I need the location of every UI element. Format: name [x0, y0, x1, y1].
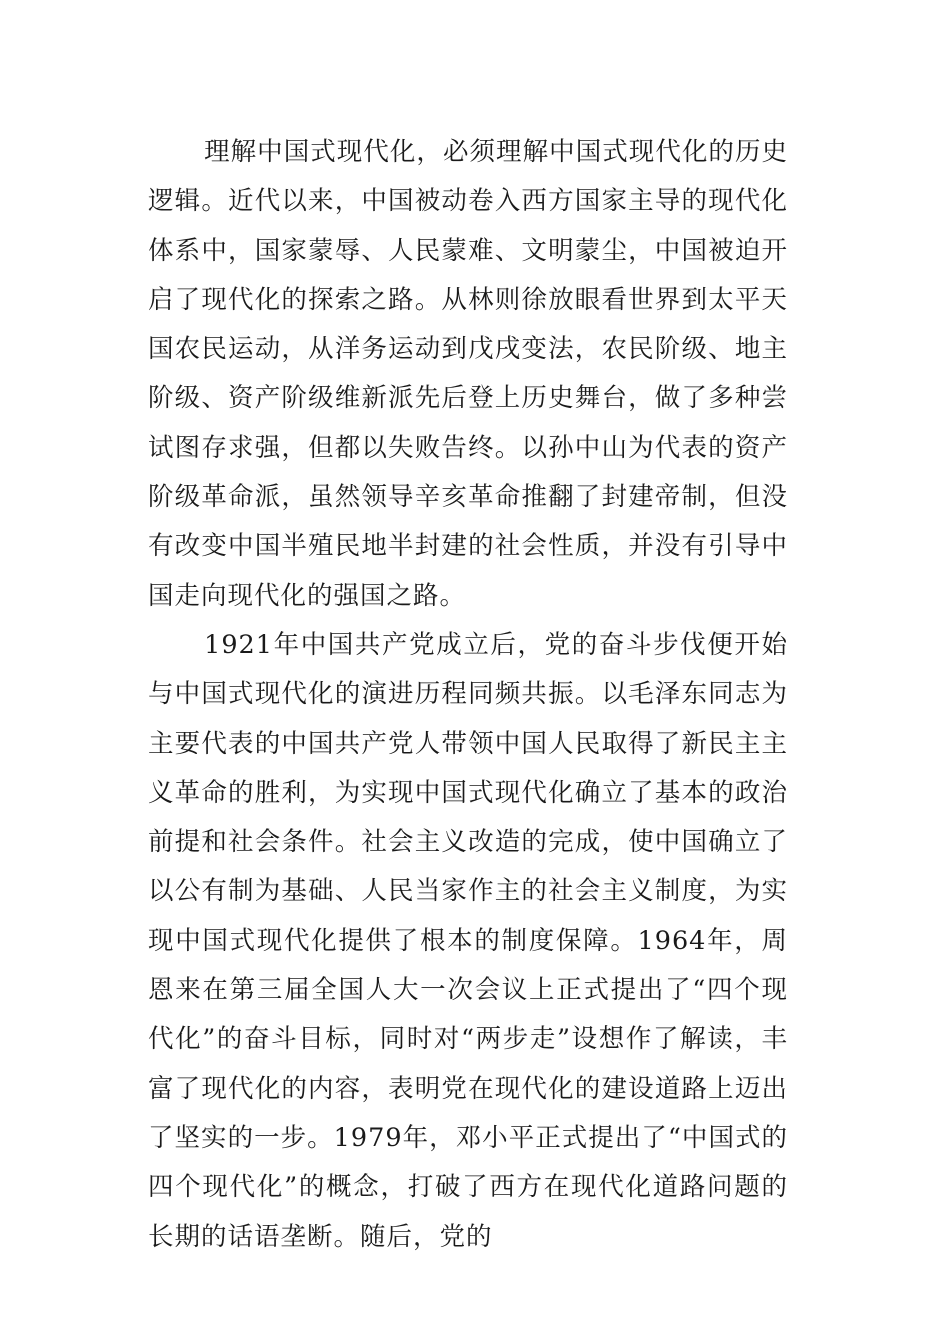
paragraph-cpc-founding: 1921年中国共产党成立后，党的奋斗步伐便开始与中国式现代化的演进历程同频共振。以毛泽东同志为主要代表的中国共产党人带领中国人民取得了新民主主义革命的胜利，为实现中国式现代化确立了基本的政治前提和社会条件。社会主义改造的完成，使中国确立了以公有制为基础、人民当家作主的社会主义制度，为实现中国式现代化提供了根本的制度保障。1964年，周恩来在第三届全国人大一次会议上正式提出了“四个现代化”的奋斗目标，同时对“两步走”设想作了解读，丰富了现代化的内容，表明党在现代化的建设道路上迈出了坚实的一步。1979年，邓小平正式提出了“中国式的四个现代化”的概念，打破了西方在现代化道路问题的长期的话语垄断。随后，党的	[148, 629, 788, 1252]
document-body	[148, 128, 788, 1262]
paragraph-historical-logic: 理解中国式现代化，必须理解中国式现代化的历史逻辑。近代以来，中国被动卷入西方国家主导的现代化体系中，国家蒙辱、人民蒙难、文明蒙尘，中国被迫开启了现代化的探索之路。从林则徐放眼看世界到太平天国农民运动，从洋务运动到戊戌变法，农民阶级、地主阶级、资产阶级维新派先后登上历史舞台，做了多种尝试图存求强，但都以失败告终。以孙中山为代表的资产阶级革命派，虽然领导辛亥革命推翻了封建帝制，但没有改变中国半殖民地半封建的社会性质，并没有引导中国走向现代化的强国之路。	[148, 137, 788, 611]
